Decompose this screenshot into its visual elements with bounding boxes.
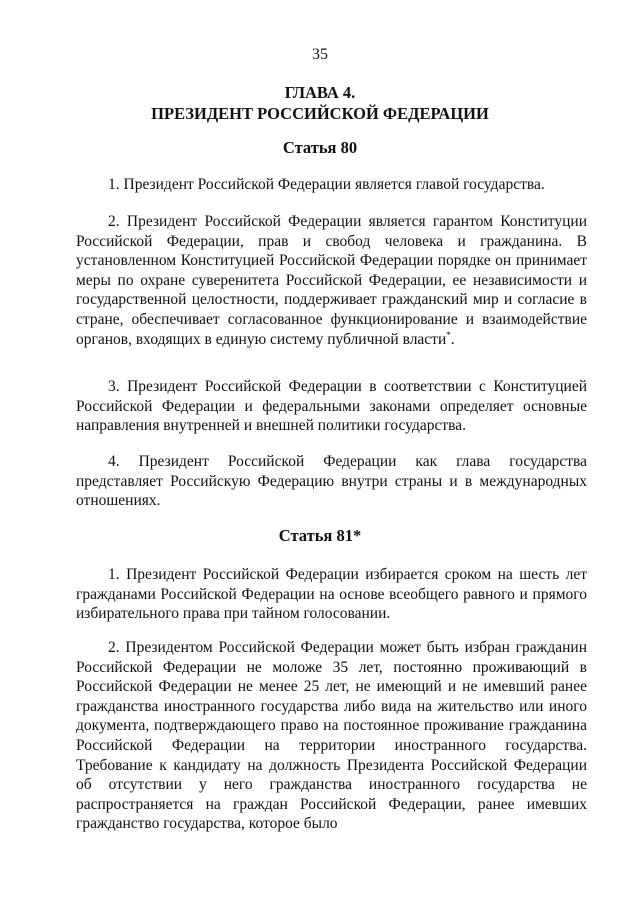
footnote-tail: . [450,330,455,348]
article-80-paragraph-2-text: 2. Президент Российской Федерации является гарантом Конституции Российской Федерации, прав и свобод человека и гражданина. В установленном Конституцией Российской Федерации порядке он принимает меры по охране суверенитета Российской Федерации, ее независимости и государственной целостности, поддерживает гражданский мир и согласие в стране, обеспечивает согласованное функционирование и взаимодействие органов, входящих в единую систему публичной власти [76,213,587,348]
article-80-title: Статья 80 [282,138,358,157]
article-81-paragraph-1: 1. Президент Российской Федерации избирается сроком на шесть лет гражданами Российской Федерации на основе всеобщего равного и прямого избирательного права при тайном голосовании. [76,566,587,623]
article-81-paragraph-2: 2. Президентом Российской Федерации может быть избран гражданин Российской Федерации не моложе 35 лет, постоянно проживающий в Российской Федерации не менее 25 лет, не имеющий и не имевший ранее гражданства иностранного государства либо вида на жительство или иного документа, подтверждающего право на постоянное проживание гражданина Российской Федерации на территории иностранного государства. Требование к кандидату на должность Президента Российской Федерации об отсутствии у него гражданства иностранного государства не распространяется на граждан Российской Федерации, ранее имевших гражданство государства, которое было [76,639,587,833]
chapter-heading [0,82,640,124]
article-80-paragraph-1: 1. Президент Российской Федерации является главой государства. [108,176,545,193]
article-80-paragraph-4: 4. Президент Российской Федерации как глава государства представляет Российскую Федерацию внутри страны и в международных отношениях. [76,453,587,510]
article-80-paragraph-2 [76,212,587,349]
footnote-mark: * [446,329,451,340]
chapter-title: ПРЕЗИДЕНТ РОССИЙСКОЙ ФЕДЕРАЦИИ [151,104,489,123]
article-81-title: Статья 81* [278,526,362,545]
chapter-label: ГЛАВА 4. [284,83,356,102]
page-number: 35 [312,46,328,63]
article-80-paragraph-3: 3. Президент Российской Федерации в соответствии с Конституцией Российской Федерации и федеральными законами определяет основные направления внутренней и внешней политики государства. [76,378,587,435]
